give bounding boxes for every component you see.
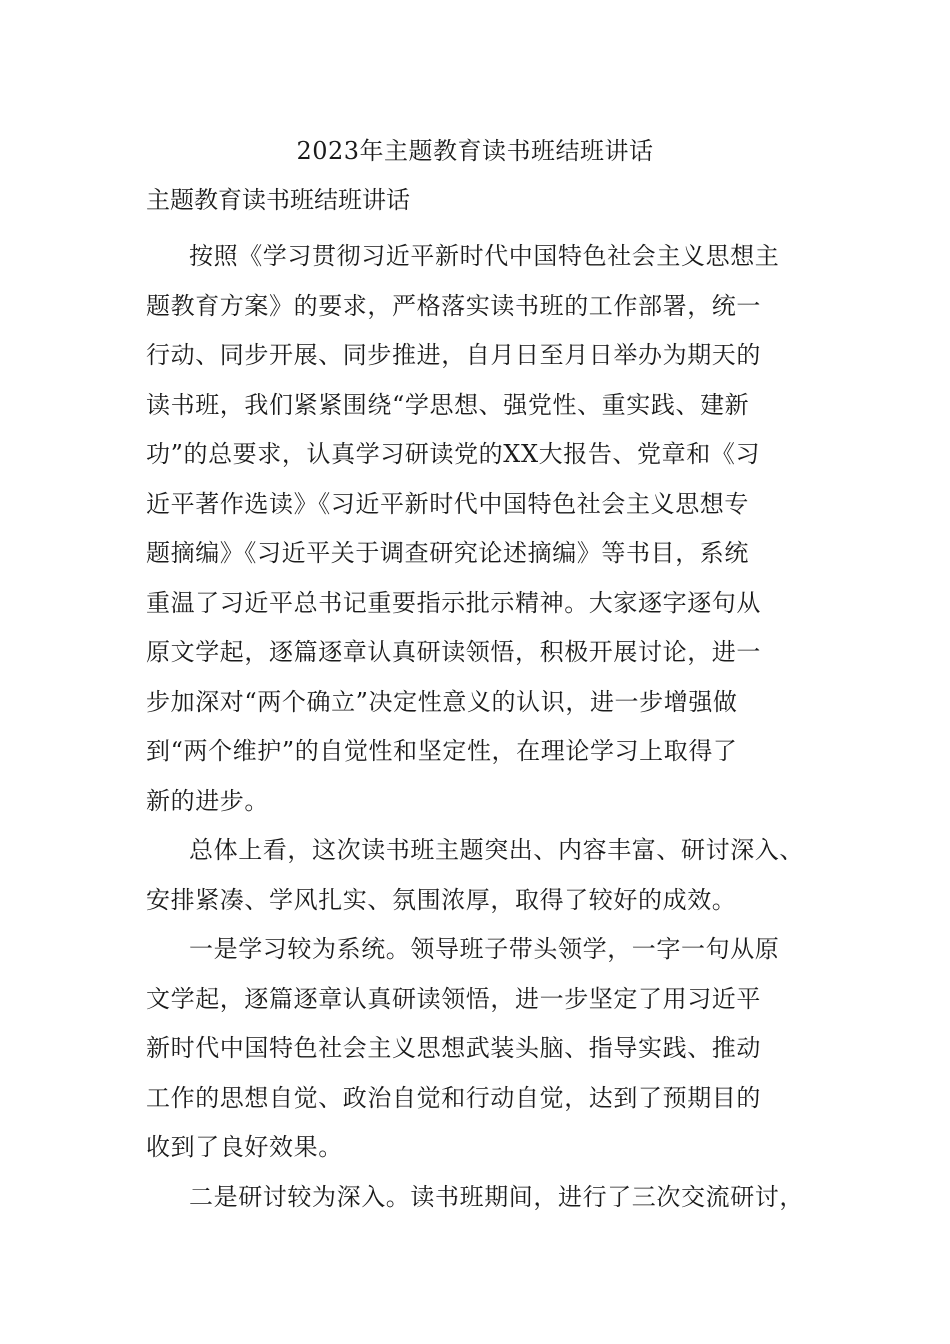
paragraph-4 <box>146 1173 836 1223</box>
text-line: 新时代中国特色社会主义思想武装头脑、指导实践、推动 <box>146 1034 761 1062</box>
text-line: 安排紧凑、学风扎实、氛围浓厚，取得了较好的成效。 <box>146 885 737 914</box>
text-line: 功”的总要求，认真学习研读党的XX大报告、党章和《习 <box>146 440 761 468</box>
text-line: 步加深对“两个确立”决定性意义的认识，进一步增强做 <box>146 687 738 716</box>
text-line: 按照《学习贯彻习近平新时代中国特色社会主义思想主 <box>189 242 780 270</box>
paragraph-1 <box>146 232 836 826</box>
text-line: 新的进步。 <box>146 786 269 815</box>
document-title: 2023年主题教育读书班结班讲话 <box>296 137 654 165</box>
document-subtitle: 主题教育读书班结班讲话 <box>146 186 410 214</box>
text-line: 文学起，逐篇逐章认真研读领悟，进一步坚定了用习近平 <box>146 984 761 1013</box>
text-line: 行动、同步开展、同步推进，自月日至月日举办为期天的 <box>146 341 761 369</box>
text-line: 到“两个维护”的自觉性和坚定性，在理论学习上取得了 <box>146 737 738 765</box>
text-line: 工作的思想自觉、政治自觉和行动自觉，达到了预期目的 <box>146 1083 761 1112</box>
document-body <box>146 232 836 1222</box>
text-line: 近平著作选读》《习近平新时代中国特色社会主义思想专 <box>146 489 749 518</box>
text-line: 一是学习较为系统。领导班子带头领学，一字一句从原 <box>189 935 780 963</box>
text-line: 收到了良好效果。 <box>146 1133 343 1161</box>
text-line: 原文学起，逐篇逐章认真研读领悟，积极开展讨论，进一 <box>146 638 761 666</box>
paragraph-2 <box>146 826 836 925</box>
text-line: 重温了习近平总书记重要指示批示精神。大家逐字逐句从 <box>146 588 761 617</box>
text-line: 题教育方案》的要求，严格落实读书班的工作部署，统一 <box>146 291 761 320</box>
text-line: 总体上看，这次读书班主题突出、内容丰富、研讨深入、 <box>189 836 804 864</box>
text-line: 题摘编》《习近平关于调查研究论述摘编》等书目，系统 <box>146 539 749 567</box>
text-line: 二是研讨较为深入。读书班期间，进行了三次交流研讨， <box>189 1182 804 1211</box>
text-line: 读书班，我们紧紧围绕“学思想、强党性、重实践、建新 <box>146 390 750 419</box>
paragraph-3 <box>146 925 836 1173</box>
